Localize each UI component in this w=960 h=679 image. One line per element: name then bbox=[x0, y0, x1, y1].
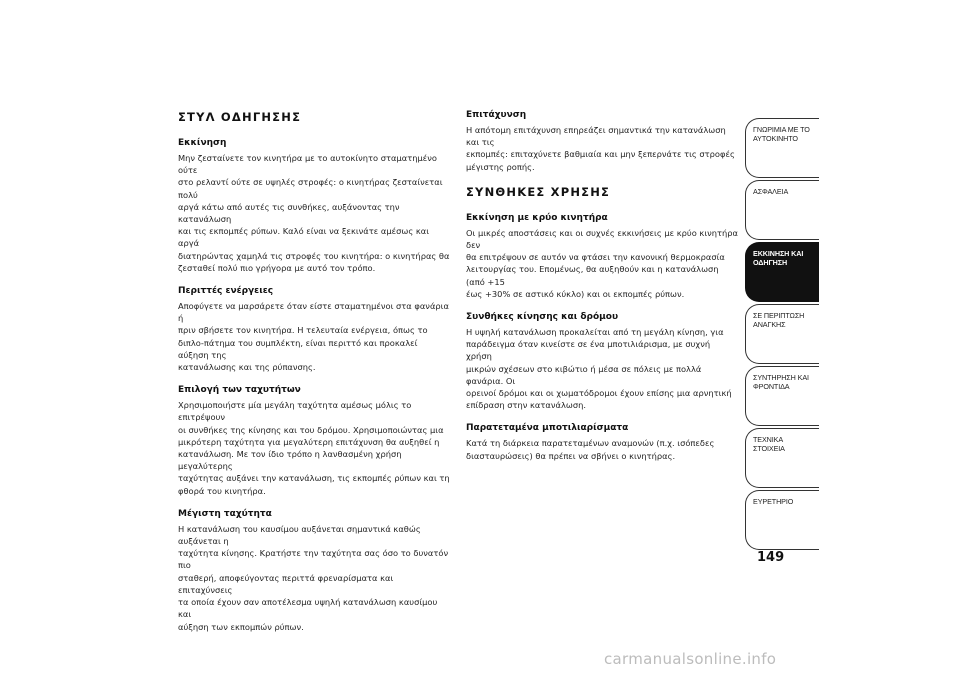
tab-safety[interactable]: ΑΣΦΑΛΕΙΑ bbox=[745, 180, 819, 240]
subsection-heading: Συνθήκες κίνησης και δρόμου bbox=[466, 312, 619, 323]
subsection-heading: Επιλογή των ταχυτήτων bbox=[178, 385, 301, 396]
subsection-text: Αποφύγετε να μαρσάρετε όταν είστε σταματημένοι στα φανάρια ή πριν σβήσετε τον κινητήρα. Η τελευταία ενέργεια, όπως το διπλο-πάτημα του συμπλέκτη, είναι περιττό και προκαλεί αύξηση της κατανάλωσης και της ρύπανσης. bbox=[178, 301, 449, 373]
tab-index[interactable]: ΕΥΡΕΤΗΡΙΟ bbox=[745, 490, 819, 550]
subsection-cold-start bbox=[466, 213, 738, 300]
subsection-heading: Εκκίνηση με κρύο κινητήρα bbox=[466, 212, 608, 223]
chapter-tabs bbox=[745, 118, 819, 552]
subsection-start bbox=[178, 138, 450, 274]
tab-technical-data[interactable]: ΤΕΧΝΙΚΑ ΣΤΟΙΧΕΙΑ bbox=[745, 428, 819, 488]
page-number: 149 bbox=[757, 550, 785, 565]
subsection-text: Η κατανάλωση του καυσίμου αυξάνεται σημαντικά καθώς αυξάνεται η ταχύτητα κίνησης. Κρατήστε την ταχύτητα σας όσο το δυνατόν πιο σταθερή, αποφεύγοντας περιττά φρεναρίσματα και επιταχύνσεις τα οποία έχουν σαν αποτέλεσμα υψηλή κατανάλωση καυσίμου και αύξηση των εκπομπών ρύπων. bbox=[178, 523, 449, 632]
tab-getting-to-know[interactable]: ΓΝΩΡΙΜΙΑ ΜΕ ΤΟ ΑΥΤΟΚΙΝΗΤΟ bbox=[745, 118, 819, 178]
tab-starting-driving[interactable]: ΕΚΚΙΝΗΣΗ ΚΑΙ ΟΔΗΓΗΣΗ bbox=[745, 242, 819, 302]
subsection-text: Κατά τη διάρκεια παρατεταμένων αναμονών (π.χ. ισόπεδες διασταυρώσεις) θα πρέπει να σβήνει ο κινητήρας. bbox=[466, 438, 715, 461]
subsection-heading: Επιτάχυνση bbox=[466, 110, 527, 120]
subsection-traffic-road bbox=[466, 312, 738, 411]
subsection-gear-selection bbox=[178, 385, 450, 497]
subsection-text: Χρησιμοποιήστε μία μεγάλη ταχύτητα αμέσως μόλις το επιτρέψουν οι συνθήκες της κίνησης και του δρόμου. Χρησιμοποιώντας μια μικρότερη ταχύτητα για μεγαλύτερη επιτάχυνση θα αυξηθεί η κατανάλωση. Με τον ίδιο τρόπο η λανθασμένη χρήση μεγαλύτερης ταχύτητας αυξάνει την κατανάλωση, τις εκπομπές ρύπων και τη φθορά του κινητήρα. bbox=[178, 400, 450, 496]
subsection-text: Η υψηλή κατανάλωση προκαλείται από τη μεγάλη κίνηση, για παράδειγμα όταν κινείστε σε ένα μποτιλιάρισμα, με συχνή χρήση μικρών σχέσεων στο κιβώτιο ή μέσα σε πόλεις με πολλά φανάρια. Οι ορεινοί δρόμοι και οι χωματόδρομοι έχουν επίσης μια αρνητική επίδραση στην κατανάλωση. bbox=[466, 327, 732, 411]
subsection-heading: Παρατεταμένα μποτιλιαρίσματα bbox=[466, 423, 629, 434]
subsection-heading: Περιττές ενέργειες bbox=[178, 286, 274, 297]
subsection-text: Μην ζεσταίνετε τον κινητήρα με το αυτοκίνητο σταματημένο ούτε στο ρελαντί ούτε σε υψηλές στροφές: ο κινητήρας ζεσταίνεται πολύ αργά κάτω από αυτές τις συνθήκες, αυξάνοντας την κατανάλωση και τις εκπομπές ρύπων. Καλό είναι να ξεκινάτε αμέσως και αργά διατηρώντας χαμηλά τις στροφές του κινητήρα: ο κινητήρας θα ζεσταθεί πολύ πιο γρήγορα με αυτό τον τρόπο. bbox=[178, 153, 450, 273]
subsection-text: Η απότομη επιτάχυνση επηρεάζει σημαντικά την κατανάλωση και τις εκπομπές: επιταχύνετε βαθμιαία και μην ξεπερνάτε τις στροφές μέγιστης ροπής. bbox=[466, 125, 735, 172]
subsection-heading: Μέγιστη ταχύτητα bbox=[178, 508, 272, 519]
subsection-max-speed bbox=[178, 509, 450, 633]
right-column bbox=[466, 110, 738, 474]
tab-emergency[interactable]: ΣΕ ΠΕΡΙΠΤΩΣΗ ΑΝΑΓΚΗΣ bbox=[745, 304, 819, 364]
subsection-heading: Εκκίνηση bbox=[178, 138, 227, 148]
left-column bbox=[178, 110, 450, 645]
subsection-traffic-jams bbox=[466, 423, 738, 461]
watermark: carmanualsonline.info bbox=[604, 650, 777, 668]
subsection-acceleration bbox=[466, 110, 738, 173]
section-title-conditions-of-use: ΣΥΝΘΗΚΕΣ ΧΡΗΣΗΣ bbox=[466, 184, 611, 199]
tab-maintenance[interactable]: ΣΥΝΤΗΡΗΣΗ ΚΑΙ ΦΡΟΝΤΙΔΑ bbox=[745, 366, 819, 426]
subsection-text: Οι μικρές αποστάσεις και οι συχνές εκκινήσεις με κρύο κινητήρα δεν θα επιτρέψουν σε αυτόν να φτάσει την κανονική θερμοκρασία λειτουργίας του. Επομένως, θα αυξηθούν και η κατανάλωση (από +15 έως +30% σε αστικό κύκλο) και οι εκπομπές ρύπων. bbox=[466, 227, 739, 299]
section-title-driving-style: ΣΤΥΛ ΟΔΗΓΗΣΗΣ bbox=[178, 110, 302, 124]
subsection-unnecessary-actions bbox=[178, 286, 450, 373]
